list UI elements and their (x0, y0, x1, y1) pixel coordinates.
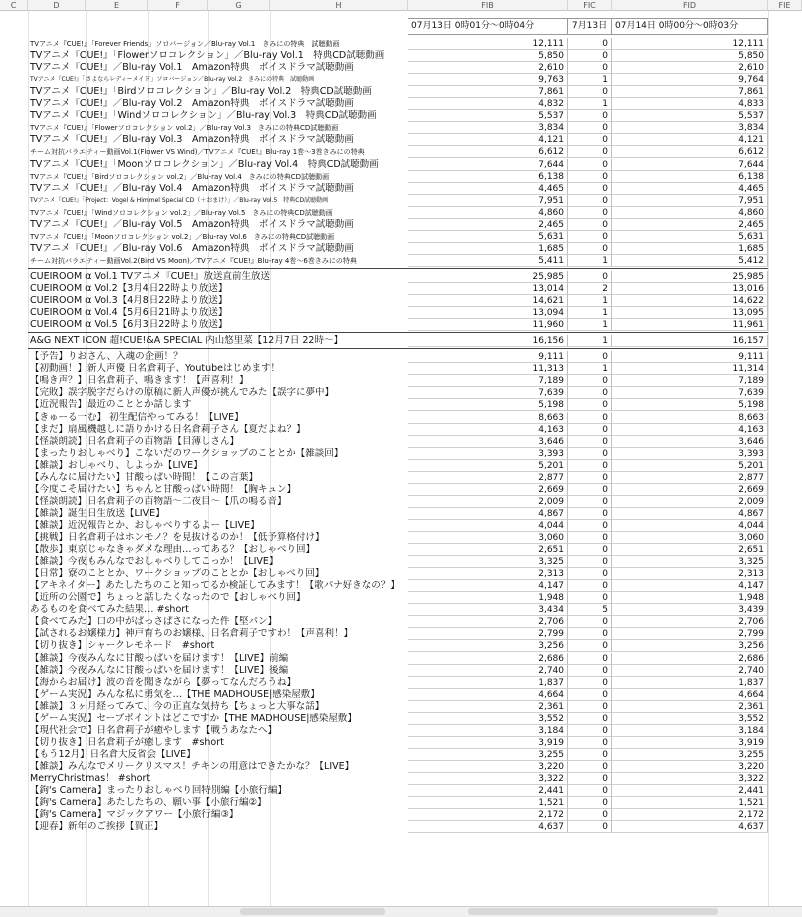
fic-value-cell[interactable]: 0 (568, 207, 612, 219)
video-title-cell[interactable]: 【切り抜き】シャークレモネード #short (30, 640, 215, 652)
fid-value-cell[interactable]: 1,948 (612, 592, 768, 604)
fib-value-cell[interactable]: 2,610 (408, 62, 568, 74)
fid-value-cell[interactable]: 8,663 (612, 412, 768, 424)
fib-value-cell[interactable]: 4,465 (408, 183, 568, 195)
video-title-cell[interactable]: 【近所の公園で】ちょっと話したくなったので【おしゃべり回】 (30, 592, 306, 604)
video-title-cell[interactable]: TVアニメ『CUE!』／Blu-ray Vol.4 Amazon特典 ボイスドラマ試聴動画 (30, 182, 354, 194)
fic-value-cell[interactable]: 0 (568, 460, 612, 472)
video-title-cell[interactable]: 【雑談】３ヶ月経ってみて、今の正直な気持ち【ちょっと大事な話】 (30, 700, 325, 712)
header-fid-date[interactable]: 07月14日 0時00分～0時03分 (612, 18, 768, 35)
fid-value-cell[interactable]: 4,664 (612, 689, 768, 701)
section-divider (28, 348, 768, 349)
fid-value-cell[interactable]: 5,198 (612, 399, 768, 411)
fib-value-cell[interactable]: 4,664 (408, 689, 568, 701)
fid-value-cell[interactable]: 3,325 (612, 556, 768, 568)
fid-value-cell[interactable]: 5,850 (612, 50, 768, 62)
fib-value-cell[interactable]: 4,860 (408, 207, 568, 219)
fid-value-cell[interactable]: 25,985 (612, 271, 768, 283)
video-title-cell[interactable]: 【完敗】誤字脱字だらけの原稿に新人声優が挑んでみた【誤字に夢中】 (30, 387, 335, 399)
fic-value-cell[interactable]: 0 (568, 146, 612, 158)
fic-value-cell[interactable]: 0 (568, 568, 612, 580)
fib-value-cell[interactable]: 13,014 (408, 283, 568, 295)
fib-value-cell[interactable]: 2,669 (408, 484, 568, 496)
fib-value-cell[interactable]: 3,256 (408, 640, 568, 652)
fib-value-cell[interactable]: 6,138 (408, 171, 568, 183)
fib-value-cell[interactable]: 7,644 (408, 159, 568, 171)
fic-value-cell[interactable]: 0 (568, 122, 612, 134)
fid-value-cell[interactable]: 3,255 (612, 749, 768, 761)
video-title-cell[interactable]: 【雑談】今夜みんなに甘酸っぱいを届けます！【LIVE】後編 (30, 664, 289, 676)
video-title-cell[interactable]: TVアニメ『CUE!』「Windソロコレクション vol.2」／Blu-ray Vol.5 きみにの特典CD試聴動画 (30, 208, 333, 217)
column-header-d[interactable]: D (28, 0, 86, 11)
fib-value-cell[interactable]: 2,009 (408, 496, 568, 508)
fib-value-cell[interactable]: 5,537 (408, 110, 568, 122)
fib-value-cell[interactable]: 1,837 (408, 677, 568, 689)
video-title-cell[interactable]: 【雑談】今夜もみんなでおしゃべりしてこっか！【LIVE】 (30, 556, 279, 568)
fib-value-cell[interactable]: 3,434 (408, 604, 568, 616)
fib-value-cell[interactable]: 4,044 (408, 520, 568, 532)
fid-value-cell[interactable]: 4,121 (612, 134, 768, 146)
fic-value-cell[interactable]: 0 (568, 110, 612, 122)
fib-value-cell[interactable]: 16,156 (408, 335, 568, 347)
fic-value-cell[interactable]: 1 (568, 319, 612, 331)
fib-value-cell[interactable]: 1,685 (408, 243, 568, 255)
video-title-cell[interactable]: TVアニメ『CUE!』「Birdソロコレクション」／Blu-ray Vol.2 特典CD試聴動画 (30, 86, 372, 98)
video-title-cell[interactable]: TVアニメ『CUE!』／Blu-ray Vol.6 Amazon特典 ボイスドラマ試聴動画 (30, 242, 354, 254)
fic-value-cell[interactable]: 0 (568, 424, 612, 436)
fid-value-cell[interactable]: 5,201 (612, 460, 768, 472)
fib-value-cell[interactable]: 2,361 (408, 701, 568, 713)
fid-value-cell[interactable]: 4,867 (612, 508, 768, 520)
fib-value-cell[interactable]: 4,832 (408, 98, 568, 110)
fic-value-cell[interactable]: 0 (568, 231, 612, 243)
fid-value-cell[interactable]: 3,322 (612, 773, 768, 785)
fic-value-cell[interactable]: 0 (568, 665, 612, 677)
fic-value-cell[interactable]: 0 (568, 785, 612, 797)
fid-value-cell[interactable]: 16,157 (612, 335, 768, 347)
fic-value-cell[interactable]: 0 (568, 653, 612, 665)
fid-value-cell[interactable]: 7,951 (612, 195, 768, 207)
fic-value-cell[interactable]: 0 (568, 436, 612, 448)
section-divider (28, 332, 768, 333)
header-fic-date[interactable]: 7月13日 (568, 18, 612, 35)
fib-value-cell[interactable]: 2,172 (408, 809, 568, 821)
video-title-cell[interactable]: 【日常】寮のこととか、ワークショップのこととか【おしゃべり回】 (30, 568, 325, 580)
fid-value-cell[interactable]: 3,220 (612, 761, 768, 773)
video-title-cell[interactable]: 【切り抜き】日名倉莉子が癒します #short (30, 736, 224, 748)
fic-value-cell[interactable]: 1 (568, 335, 612, 347)
fib-value-cell[interactable]: 3,220 (408, 761, 568, 773)
fic-value-cell[interactable]: 0 (568, 556, 612, 568)
fib-value-cell[interactable]: 5,201 (408, 460, 568, 472)
video-title-cell[interactable]: A&G NEXT ICON 超!CUE!&A SPECIAL 内山悠里菜【12月7日 22時～】 (30, 335, 343, 347)
video-title-cell[interactable]: 【アキネイター】あたしたちのこと知ってるか検証してみます！【歌パナ好きなの？】 (30, 580, 400, 592)
fid-value-cell[interactable]: 3,439 (612, 604, 768, 616)
fib-value-cell[interactable]: 4,147 (408, 580, 568, 592)
fib-value-cell[interactable]: 6,612 (408, 146, 568, 158)
video-title-cell[interactable]: MerryChristmas！ #short (30, 773, 151, 784)
fic-value-cell[interactable]: 2 (568, 283, 612, 295)
fid-value-cell[interactable]: 13,016 (612, 283, 768, 295)
fic-value-cell[interactable]: 0 (568, 520, 612, 532)
fid-value-cell[interactable]: 2,740 (612, 665, 768, 677)
fic-value-cell[interactable]: 0 (568, 725, 612, 737)
fic-value-cell[interactable]: 0 (568, 134, 612, 146)
fid-value-cell[interactable]: 1,521 (612, 797, 768, 809)
fid-value-cell[interactable]: 5,537 (612, 110, 768, 122)
fib-value-cell[interactable]: 7,189 (408, 375, 568, 387)
video-title-cell[interactable]: 【迎春】新年のご挨拶【賀正】 (30, 821, 164, 833)
fid-value-cell[interactable]: 4,044 (612, 520, 768, 532)
fic-value-cell[interactable]: 0 (568, 243, 612, 255)
video-title-cell[interactable]: チーム対抗バラエティー動画Vol.1(Flower VS Wind)／TVアニメ『CUE!』Blu-ray 1巻～3巻きみにの特典 (30, 148, 365, 157)
fid-value-cell[interactable]: 2,361 (612, 701, 768, 713)
fid-value-cell[interactable]: 11,961 (612, 319, 768, 331)
video-title-cell[interactable]: TVアニメ『CUE!』「Windソロコレクション」／Blu-ray Vol.3 特典CD試聴動画 (30, 110, 377, 122)
fic-value-cell[interactable]: 0 (568, 271, 612, 283)
video-title-cell[interactable]: TVアニメ『CUE!』／Blu-ray Vol.3 Amazon特典 ボイスドラマ試聴動画 (30, 134, 354, 146)
video-title-cell[interactable]: 【試されるお嬢様力】神戸育ちのお嬢様、日名倉莉子ですわ！【声喜利！】 (30, 628, 354, 640)
fib-value-cell[interactable]: 11,960 (408, 319, 568, 331)
fib-value-cell[interactable]: 2,686 (408, 653, 568, 665)
fic-value-cell[interactable]: 1 (568, 98, 612, 110)
fib-value-cell[interactable]: 3,255 (408, 749, 568, 761)
fib-value-cell[interactable]: 4,163 (408, 424, 568, 436)
fic-value-cell[interactable]: 0 (568, 62, 612, 74)
fib-value-cell[interactable]: 12,111 (408, 38, 568, 50)
fib-value-cell[interactable]: 3,322 (408, 773, 568, 785)
column-header-f[interactable]: F (148, 0, 208, 11)
fib-value-cell[interactable]: 4,867 (408, 508, 568, 520)
video-title-cell[interactable]: 【鳴き声？】日名倉莉子、鳴きます！【声喜利！】 (30, 375, 249, 387)
fic-value-cell[interactable]: 0 (568, 508, 612, 520)
fic-value-cell[interactable]: 0 (568, 532, 612, 544)
video-title-cell[interactable]: TVアニメ『CUE!』「さよならレディーメイド」ソロバージョン／Blu-ray Vol.2 きみにの特典 試聴動画 (30, 76, 315, 84)
fid-value-cell[interactable]: 3,552 (612, 713, 768, 725)
fic-value-cell[interactable]: 0 (568, 183, 612, 195)
video-title-cell[interactable]: 【まだ】扇風機越しに語りかける日名倉莉子さん【夏だよね？】 (30, 423, 306, 435)
fid-value-cell[interactable]: 7,644 (612, 159, 768, 171)
scrollbar-thumb-left[interactable] (240, 908, 385, 915)
fic-value-cell[interactable]: 0 (568, 616, 612, 628)
fic-value-cell[interactable]: 0 (568, 399, 612, 411)
fid-value-cell[interactable]: 3,184 (612, 725, 768, 737)
fid-value-cell[interactable]: 5,412 (612, 255, 768, 267)
video-title-cell[interactable]: 【今度こそ届けたい】ちゃんと甘酸っぱい時間！【胸キュン】 (30, 483, 297, 495)
video-title-cell[interactable]: 【まったりおしゃべり】こないだのワークショップのこととか【雑談回】 (30, 447, 344, 459)
column-header-c[interactable]: C (0, 0, 28, 11)
video-title-cell[interactable]: 【近況報告】最近のこととか話します (30, 399, 192, 411)
video-title-cell[interactable]: 【雑談】みんなでメリークリスマス！チキンの用意はできたかな？【LIVE】 (30, 760, 355, 772)
fib-value-cell[interactable]: 7,951 (408, 195, 568, 207)
fid-value-cell[interactable]: 14,622 (612, 295, 768, 307)
fid-value-cell[interactable]: 13,095 (612, 307, 768, 319)
fid-value-cell[interactable]: 2,706 (612, 616, 768, 628)
fic-value-cell[interactable]: 0 (568, 737, 612, 749)
column-header-fie[interactable]: FIE (768, 0, 802, 11)
video-title-cell[interactable]: 【散歩】東京じゃなきゃダメな理由…ってある？【おしゃべり回】 (30, 544, 316, 556)
video-title-cell[interactable]: TVアニメ『CUE!』「Project：Vogel & Himmel Special CD（＋おまけ）」／Blu-ray Vol.5 特典CD試聴動画 (30, 196, 329, 204)
video-title-cell[interactable]: CUEIROOM α Vol.5【6月3日22時より放送】 (30, 319, 228, 331)
fid-value-cell[interactable]: 2,441 (612, 785, 768, 797)
fib-value-cell[interactable]: 1,948 (408, 592, 568, 604)
video-title-cell[interactable]: 【もう12月】日名倉大反省会【LIVE】 (30, 748, 196, 760)
fib-value-cell[interactable]: 5,411 (408, 255, 568, 267)
fib-value-cell[interactable]: 2,799 (408, 628, 568, 640)
fic-value-cell[interactable]: 0 (568, 86, 612, 98)
fib-value-cell[interactable]: 3,325 (408, 556, 568, 568)
fib-value-cell[interactable]: 3,919 (408, 737, 568, 749)
fib-value-cell[interactable]: 3,646 (408, 436, 568, 448)
fid-value-cell[interactable]: 2,009 (612, 496, 768, 508)
video-title-cell[interactable]: 【現代社会で】日名倉莉子が癒やします【戦うあなたへ】 (30, 724, 278, 736)
fic-value-cell[interactable]: 0 (568, 701, 612, 713)
fic-value-cell[interactable]: 0 (568, 159, 612, 171)
video-title-cell[interactable]: 【ゲーム実況】セーブポイントはどこですか【THE MADHOUSE|感染屋敷】 (30, 712, 357, 724)
fid-value-cell[interactable]: 2,799 (612, 628, 768, 640)
fib-value-cell[interactable]: 2,313 (408, 568, 568, 580)
fib-value-cell[interactable]: 2,651 (408, 544, 568, 556)
fic-value-cell[interactable]: 0 (568, 677, 612, 689)
fid-value-cell[interactable]: 3,256 (612, 640, 768, 652)
header-fib-date[interactable]: 07月13日 0時01分～0時04分 (408, 18, 568, 35)
video-title-cell[interactable]: あるものを食べてみた結果… #short (30, 604, 189, 616)
fid-value-cell[interactable]: 3,060 (612, 532, 768, 544)
fid-value-cell[interactable]: 3,919 (612, 737, 768, 749)
video-title-cell[interactable]: 【鉤's Camera】まったりおしゃべり回特別編【小旅行編】 (30, 785, 287, 797)
fib-value-cell[interactable]: 1,521 (408, 797, 568, 809)
section-divider (28, 268, 768, 269)
video-title-cell[interactable]: TVアニメ『CUE!』／Blu-ray Vol.1 Amazon特典 ボイスドラマ試聴動画 (30, 62, 354, 74)
fid-value-cell[interactable]: 4,163 (612, 424, 768, 436)
video-title-cell[interactable]: TVアニメ『CUE!』「Birdソロコレクション vol.2」／Blu-ray Vol.4 きみにの特典CD試聴動画 (30, 172, 330, 181)
fid-value-cell[interactable]: 2,313 (612, 568, 768, 580)
fib-value-cell[interactable]: 2,706 (408, 616, 568, 628)
fid-value-cell[interactable]: 4,147 (612, 580, 768, 592)
fic-value-cell[interactable]: 0 (568, 448, 612, 460)
fic-value-cell[interactable]: 0 (568, 496, 612, 508)
fic-value-cell[interactable]: 0 (568, 749, 612, 761)
fib-value-cell[interactable]: 8,663 (408, 412, 568, 424)
video-title-cell[interactable]: 【初動画！】新人声優 日名倉莉子、Youtubeはじめます！ (30, 363, 281, 375)
video-title-cell[interactable]: 【ゲーム実況】みんな私に勇気を…【THE MADHOUSE|感染屋敷】 (30, 688, 320, 700)
video-title-cell[interactable]: TVアニメ『CUE!』「Flowerソロコレクション」／Blu-ray Vol.1 特典CD試聴動画 (30, 50, 385, 62)
video-title-cell[interactable]: 【鉤's Camera】あたしたちの、願い事【小旅行編②】 (30, 797, 267, 809)
fid-value-cell[interactable]: 6,138 (612, 171, 768, 183)
column-header-g[interactable]: G (208, 0, 270, 11)
column-header-e[interactable]: E (86, 0, 148, 11)
video-title-cell[interactable]: 【海からお届け】波の音を聞きながら【夢ってなんだろうね】 (30, 676, 297, 688)
column-header-h[interactable]: H (270, 0, 408, 11)
fid-value-cell[interactable]: 2,610 (612, 62, 768, 74)
fic-value-cell[interactable]: 0 (568, 689, 612, 701)
fib-value-cell[interactable]: 3,552 (408, 713, 568, 725)
fid-value-cell[interactable]: 2,172 (612, 809, 768, 821)
fic-value-cell[interactable]: 0 (568, 219, 612, 231)
fic-value-cell[interactable]: 1 (568, 295, 612, 307)
video-title-cell[interactable]: 【挑戦】日名倉莉子はホンモノ？を見抜けるのか！【低予算格付け】 (30, 532, 325, 543)
video-title-cell[interactable]: CUEIROOM α Vol.1 TVアニメ『CUE!』放送直前生放送 (30, 270, 270, 282)
fid-value-cell[interactable]: 9,111 (612, 351, 768, 363)
fid-value-cell[interactable]: 2,686 (612, 653, 768, 665)
fib-value-cell[interactable]: 2,441 (408, 785, 568, 797)
fid-value-cell[interactable]: 6,612 (612, 146, 768, 158)
fic-value-cell[interactable]: 0 (568, 50, 612, 62)
fid-value-cell[interactable]: 1,837 (612, 677, 768, 689)
fid-value-cell[interactable]: 7,189 (612, 375, 768, 387)
video-title-cell[interactable]: 【雑談】おしゃべり、しよっか【LIVE】 (30, 459, 203, 471)
fid-value-cell[interactable]: 7,861 (612, 86, 768, 98)
fic-value-cell[interactable]: 1 (568, 363, 612, 375)
fic-value-cell[interactable]: 1 (568, 74, 612, 86)
fib-value-cell[interactable]: 11,313 (408, 363, 568, 375)
video-title-cell[interactable]: 【雑談】今夜みんなに甘酸っぱいを届けます！【LIVE】前編 (30, 652, 289, 664)
fic-value-cell[interactable]: 0 (568, 195, 612, 207)
fib-value-cell[interactable]: 2,465 (408, 219, 568, 231)
video-title-cell[interactable]: TVアニメ『CUE!』／Blu-ray Vol.5 Amazon特典 ボイスドラマ試聴動画 (30, 218, 354, 230)
fid-value-cell[interactable]: 2,877 (612, 472, 768, 484)
fid-value-cell[interactable]: 2,669 (612, 484, 768, 496)
fic-value-cell[interactable]: 0 (568, 809, 612, 821)
fic-value-cell[interactable]: 0 (568, 544, 612, 556)
video-title-cell[interactable]: TVアニメ『CUE!』「Moonソロコレクション」／Blu-ray Vol.4 特典CD試聴動画 (30, 158, 379, 170)
video-title-cell[interactable]: 【予告】りおさん、入魂の企画！？ (30, 351, 183, 363)
video-title-cell[interactable]: 【みんなに届けたい】甘酸っぱい時間！【この言葉】 (30, 471, 259, 483)
column-header-fid[interactable]: FID (612, 0, 768, 11)
fic-value-cell[interactable]: 0 (568, 484, 612, 496)
video-title-cell[interactable]: TVアニメ『CUE!』「Moonソロコレクション vol.2」／Blu-ray Vol.6 きみにの特典CD試聴動画 (30, 232, 335, 241)
scrollbar-thumb-right[interactable] (468, 908, 718, 915)
fic-value-cell[interactable]: 0 (568, 592, 612, 604)
fic-value-cell[interactable]: 0 (568, 773, 612, 785)
fic-value-cell[interactable]: 0 (568, 375, 612, 387)
fib-value-cell[interactable]: 3,393 (408, 448, 568, 460)
video-title-cell[interactable]: 【怪談朗読】日名倉莉子の百物語【目薄しさん】 (30, 435, 240, 447)
video-title-cell[interactable]: CUEIROOM α Vol.2【3月4日22時より放送】 (30, 283, 228, 294)
fic-value-cell[interactable]: 1 (568, 307, 612, 319)
fid-value-cell[interactable]: 5,631 (612, 231, 768, 243)
fic-value-cell[interactable]: 0 (568, 387, 612, 399)
fid-value-cell[interactable]: 3,393 (612, 448, 768, 460)
video-title-cell[interactable]: 【きゅーる一む】 初生配信やってみる！【LIVE】 (30, 411, 244, 423)
fib-value-cell[interactable]: 9,111 (408, 351, 568, 363)
fid-value-cell[interactable]: 3,834 (612, 122, 768, 134)
fid-value-cell[interactable]: 4,833 (612, 98, 768, 110)
video-title-cell[interactable]: TVアニメ『CUE!』「Forever Friends」ソロバージョン／Blu-ray Vol.1 きみにの特典 試聴動画 (30, 40, 340, 48)
fic-value-cell[interactable]: 0 (568, 580, 612, 592)
fid-value-cell[interactable]: 3,646 (612, 436, 768, 448)
fic-value-cell[interactable]: 0 (568, 797, 612, 809)
fic-value-cell[interactable]: 5 (568, 604, 612, 616)
fic-value-cell[interactable]: 0 (568, 412, 612, 424)
video-title-cell[interactable]: 【怪談朗読】日名倉莉子の百物語～二夜目～【爪の鳴る音】 (30, 495, 287, 507)
video-title-cell[interactable]: 【雑談】近況報告とか、おしゃべりするよー【LIVE】 (30, 519, 260, 531)
video-title-cell[interactable]: CUEIROOM α Vol.3【4月8日22時より放送】 (30, 295, 228, 307)
fic-value-cell[interactable]: 0 (568, 171, 612, 183)
fid-value-cell[interactable]: 2,651 (612, 544, 768, 556)
fid-value-cell[interactable]: 4,637 (612, 821, 768, 833)
fid-value-cell[interactable]: 4,465 (612, 183, 768, 195)
fic-value-cell[interactable]: 0 (568, 351, 612, 363)
fib-value-cell[interactable]: 14,621 (408, 295, 568, 307)
fib-value-cell[interactable]: 3,184 (408, 725, 568, 737)
video-title-cell[interactable]: 【食べてみた】口の中がぱっさぱさになった件【堅パン】 (30, 616, 278, 628)
fib-value-cell[interactable]: 7,861 (408, 86, 568, 98)
fic-value-cell[interactable]: 0 (568, 640, 612, 652)
column-header-fib[interactable]: FIB (408, 0, 568, 11)
fib-value-cell[interactable]: 5,850 (408, 50, 568, 62)
fic-value-cell[interactable]: 1 (568, 255, 612, 267)
video-title-cell[interactable]: チーム対抗バラエティー動画Vol.2(Bird VS Moon)／TVアニメ『CUE!』Blu-ray 4巻～6巻きみにの特典 (30, 256, 357, 265)
video-title-cell[interactable]: TVアニメ『CUE!』／Blu-ray Vol.2 Amazon特典 ボイスドラマ試聴動画 (30, 98, 354, 110)
fid-value-cell[interactable]: 2,465 (612, 219, 768, 231)
fib-value-cell[interactable]: 3,834 (408, 122, 568, 134)
fib-value-cell[interactable]: 3,060 (408, 532, 568, 544)
fid-value-cell[interactable]: 12,111 (612, 38, 768, 50)
fic-value-cell[interactable]: 0 (568, 472, 612, 484)
fib-value-cell[interactable]: 5,631 (408, 231, 568, 243)
video-title-cell[interactable]: TVアニメ『CUE!』「Flowerソロコレクション vol.2」／Blu-ray Vol.3 きみにの特典CD試聴動画 (30, 124, 339, 133)
fic-value-cell[interactable]: 0 (568, 821, 612, 833)
fic-value-cell[interactable]: 0 (568, 628, 612, 640)
fib-value-cell[interactable]: 5,198 (408, 399, 568, 411)
fib-value-cell[interactable]: 2,740 (408, 665, 568, 677)
fid-value-cell[interactable]: 7,639 (612, 387, 768, 399)
fib-value-cell[interactable]: 9,763 (408, 74, 568, 86)
video-title-cell[interactable]: CUEIROOM α Vol.4【5月6日21時より放送】 (30, 307, 228, 319)
fib-value-cell[interactable]: 7,639 (408, 387, 568, 399)
fib-value-cell[interactable]: 4,637 (408, 821, 568, 833)
fid-value-cell[interactable]: 1,685 (612, 243, 768, 255)
fid-value-cell[interactable]: 11,314 (612, 363, 768, 375)
fic-value-cell[interactable]: 0 (568, 38, 612, 50)
fic-value-cell[interactable]: 0 (568, 713, 612, 725)
video-title-cell[interactable]: 【雑談】誕生日生放送【LIVE】 (30, 507, 165, 519)
video-title-cell[interactable]: 【鉤's Camera】マジックアワー【小旅行編③】 (30, 809, 239, 821)
fib-value-cell[interactable]: 13,094 (408, 307, 568, 319)
column-header-fic[interactable]: FIC (568, 0, 612, 11)
fib-value-cell[interactable]: 2,877 (408, 472, 568, 484)
fid-value-cell[interactable]: 4,860 (612, 207, 768, 219)
fib-value-cell[interactable]: 4,121 (408, 134, 568, 146)
fib-value-cell[interactable]: 25,985 (408, 271, 568, 283)
fid-value-cell[interactable]: 9,764 (612, 74, 768, 86)
fic-value-cell[interactable]: 0 (568, 761, 612, 773)
